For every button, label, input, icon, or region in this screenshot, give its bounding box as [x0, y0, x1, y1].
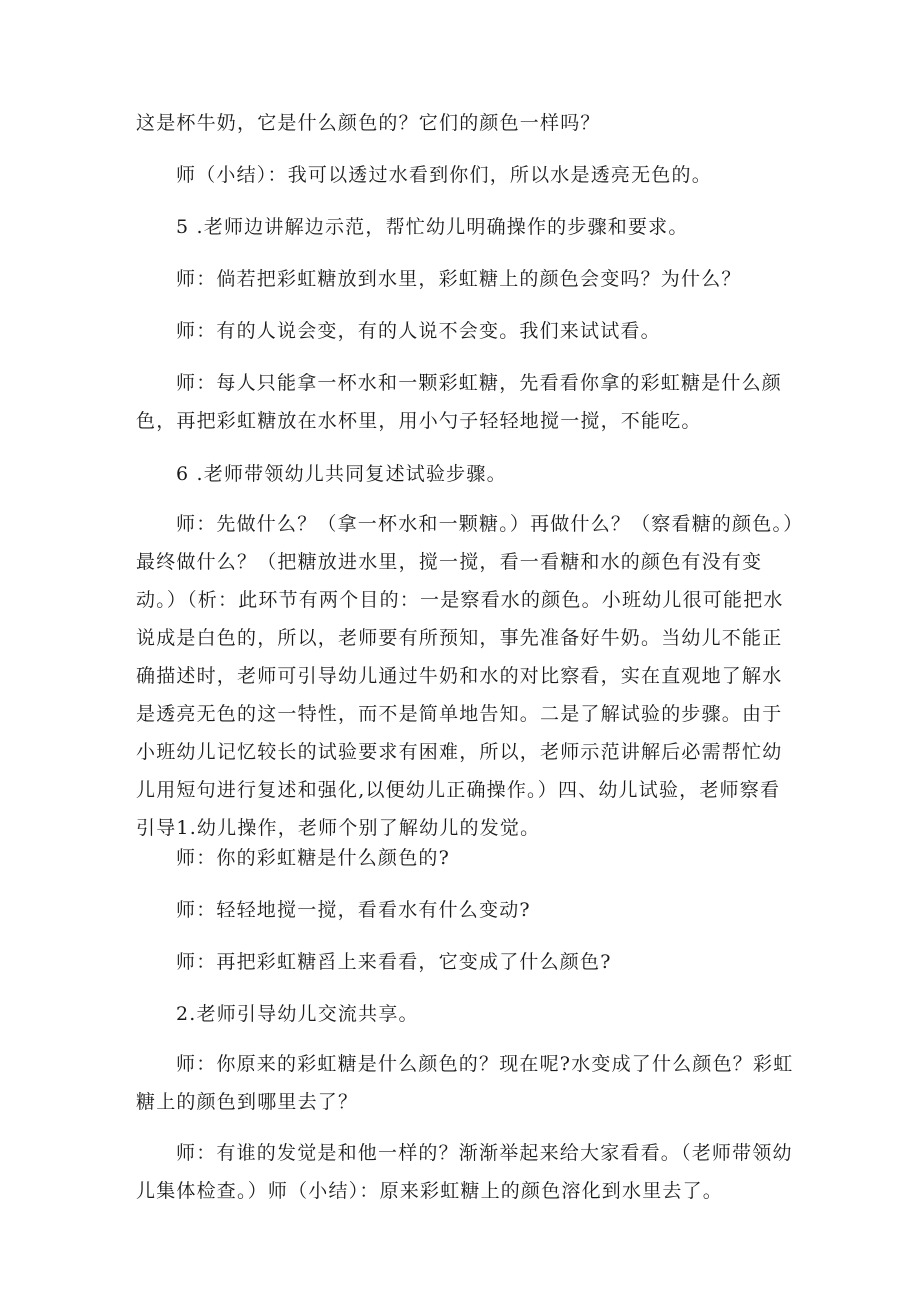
- paragraph-teacher-summary-water: 师（小结）：我可以透过水看到你们，所以水是透亮无色的。: [176, 164, 712, 186]
- paragraph-share: 2.老师引导幼儿交流共享。: [176, 1003, 419, 1025]
- paragraph-try-it: 师：有的人说会变，有的人说不会变。我们来试试看。: [176, 320, 661, 342]
- paragraph-stir: 师：轻轻地搅一搅，看看水有什么变动?: [176, 899, 531, 921]
- paragraph-candy-question: 师：倘若把彩虹糖放到水里，彩虹糖上的颜色会变吗？为什么？: [176, 268, 742, 290]
- paragraph-discuss: 师：你原来的彩虹糖是什么颜色的？现在呢?水变成了什么颜色？彩虹糖上的颜色到哪里去了？: [136, 1053, 794, 1113]
- paragraph-step-6: 6 .老师带领幼儿共同复述试验步骤。: [176, 463, 507, 485]
- paragraph-instructions: 师：每人只能拿一杯水和一颗彩虹糖，先看看你拿的彩虹糖是什么颜色，再把彩虹糖放在水杯里，用小勺子轻轻地搅一搅，不能吃。: [136, 372, 783, 432]
- paragraph-scoop: 师：再把彩虹糖舀上来看看，它变成了什么颜色?: [176, 951, 612, 973]
- paragraph-milk-question: 这是杯牛奶，它是什么颜色的？它们的颜色一样吗？: [136, 112, 601, 134]
- paragraph-candy-color: 师：你的彩虹糖是什么颜色的?: [176, 847, 450, 869]
- paragraph-analysis: 师：先做什么？（拿一杯水和一颗糖。）再做什么？（察看糖的颜色。）最终做什么？（把糖放进水里，搅一搅，看一看糖和水的颜色有没有变动。）（析：此环节有两个目的：一是察看水的颜色。小班幼儿很可能把水说成是白色的，所以，老师要有所预知，事先准备好牛奶。当幼儿不能正确描述时，老师可引导幼儿通过牛奶和水的对比察看，实在直观地了解水是透亮无色的这一特性，而不是简单地告知。二是了解试验的步骤。由于小班幼儿记忆较长的试验要求有困难，所以，老师示范讲解后必需帮忙幼儿用短句进行复述和强化,以便幼儿正确操作。）四、幼儿试验，老师察看引导1.幼儿操作，老师个别了解幼儿的发觉。: [136, 513, 794, 839]
- paragraph-step-5: 5 .老师边讲解边示范，帮忙幼儿明确操作的步骤和要求。: [176, 216, 689, 238]
- paragraph-conclusion: 师：有谁的发觉是和他一样的？渐渐举起来给大家看看。（老师带领幼儿集体检查。）师（小结）：原来彩虹糖上的颜色溶化到水里去了。: [136, 1142, 793, 1202]
